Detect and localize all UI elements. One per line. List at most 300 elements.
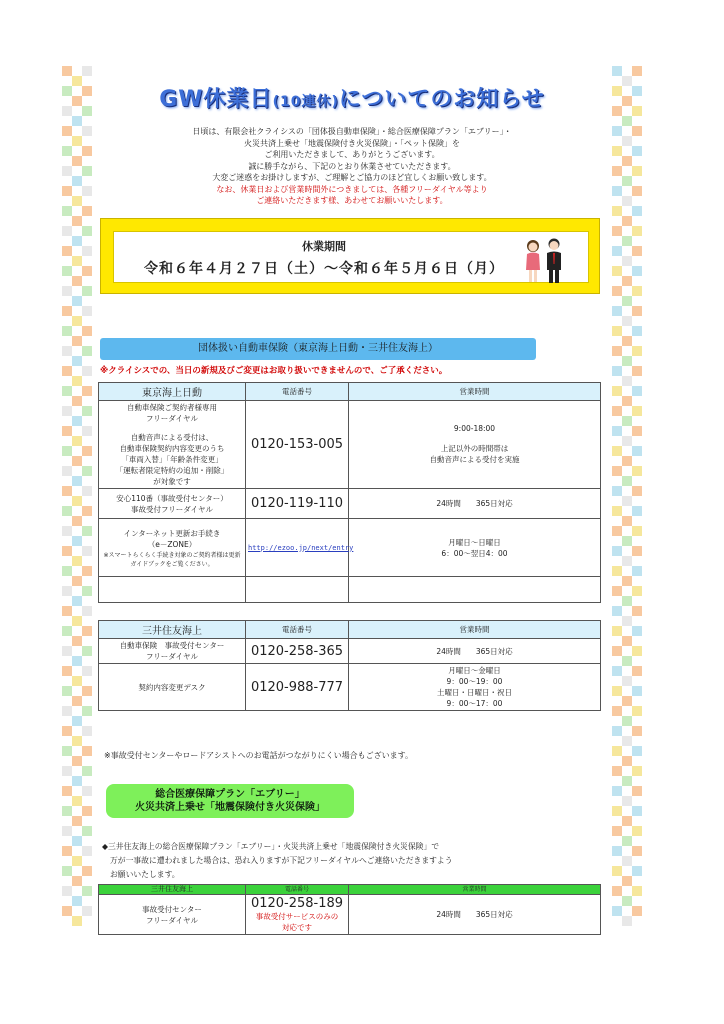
checker-cell	[72, 336, 82, 346]
checker-cell	[632, 506, 642, 516]
checker-cell	[632, 636, 642, 646]
checker-cell	[632, 116, 642, 126]
checker-cell	[632, 486, 642, 496]
checker-cell	[62, 776, 72, 786]
checker-cell	[622, 226, 632, 236]
checker-cell	[82, 86, 92, 96]
checker-cell	[622, 416, 632, 426]
checker-cell	[612, 496, 622, 506]
checker-cell	[622, 96, 632, 106]
checker-cell	[632, 736, 642, 746]
checker-cell	[82, 876, 92, 886]
checker-cell	[62, 336, 72, 346]
checker-cell	[612, 426, 622, 436]
checker-cell	[612, 676, 622, 686]
checker-cell	[72, 606, 82, 616]
checker-cell	[612, 666, 622, 676]
checker-cell	[62, 716, 72, 726]
checker-cell	[82, 756, 92, 766]
checker-cell	[72, 656, 82, 666]
checker-cell	[82, 516, 92, 526]
table-header-hours: 営業時間	[349, 885, 601, 895]
checker-cell	[632, 806, 642, 816]
checker-cell	[612, 796, 622, 806]
checker-cell	[632, 796, 642, 806]
service-name-cell	[99, 639, 246, 664]
checker-cell	[62, 246, 72, 256]
checker-cell	[612, 586, 622, 596]
checker-cell	[62, 486, 72, 496]
checker-cell	[632, 166, 642, 176]
checker-cell	[632, 466, 642, 476]
checker-cell	[62, 436, 72, 446]
checker-cell	[632, 296, 642, 306]
checker-cell	[72, 526, 82, 536]
checker-cell	[62, 666, 72, 676]
checker-cell	[82, 526, 92, 536]
checker-cell	[612, 176, 622, 186]
checker-cell	[62, 706, 72, 716]
hours-line: 9:00-18:00	[453, 424, 496, 433]
phone-number[interactable]: 0120-153-005	[246, 401, 349, 489]
phone-number[interactable]: 0120-258-189	[250, 896, 344, 911]
checker-cell	[82, 536, 92, 546]
checker-cell	[82, 396, 92, 406]
checker-cell	[612, 406, 622, 416]
checker-cell	[612, 436, 622, 446]
checker-cell	[62, 616, 72, 626]
checker-cell	[612, 826, 622, 836]
checker-cell	[622, 796, 632, 806]
checker-cell	[622, 896, 632, 906]
checker-cell	[622, 436, 632, 446]
checker-cell	[632, 656, 642, 666]
service-name-line: 事故受付フリーダイヤル	[131, 504, 213, 514]
checker-cell	[72, 826, 82, 836]
checker-cell	[82, 416, 92, 426]
checker-cell	[622, 146, 632, 156]
checker-cell	[62, 626, 72, 636]
phone-number[interactable]: 0120-119-110	[246, 489, 349, 519]
checker-cell	[82, 246, 92, 256]
checker-cell	[62, 906, 72, 916]
checker-cell	[72, 466, 82, 476]
checker-cell	[72, 626, 82, 636]
checker-cell	[632, 216, 642, 226]
checker-cell	[62, 106, 72, 116]
checker-cell	[62, 316, 72, 326]
checker-cell	[82, 476, 92, 486]
intro-line: 火災共済上乗せ「地震保険付き火災保険」・「ペット保険」を	[244, 138, 460, 148]
service-name-line: 事故受付センター	[142, 904, 202, 914]
checker-cell	[612, 866, 622, 876]
checker-cell	[612, 466, 622, 476]
service-name-line: 「運転者限定特約の追加・削除」	[115, 466, 229, 475]
checker-cell	[82, 196, 92, 206]
checker-cell	[72, 176, 82, 186]
checker-cell	[612, 296, 622, 306]
table-row	[99, 639, 601, 664]
checker-cell	[632, 896, 642, 906]
checker-cell	[622, 256, 632, 266]
checker-cell	[622, 336, 632, 346]
checker-cell	[612, 896, 622, 906]
checker-cell	[72, 216, 82, 226]
checker-cell	[612, 286, 622, 296]
checker-cell	[72, 576, 82, 586]
checker-cell	[632, 886, 642, 896]
checker-cell	[612, 126, 622, 136]
checker-cell	[82, 916, 92, 926]
checker-cell	[62, 406, 72, 416]
checker-cell	[62, 296, 72, 306]
checker-cell	[62, 886, 72, 896]
checker-cell	[632, 386, 642, 396]
checker-cell	[62, 196, 72, 206]
checker-cell	[622, 566, 632, 576]
checker-cell	[622, 536, 632, 546]
checker-cell	[82, 736, 92, 746]
checker-cell	[612, 536, 622, 546]
table-header-phone: 電話番号	[246, 383, 349, 401]
checker-cell	[622, 766, 632, 776]
checker-cell	[622, 616, 632, 626]
title-part-1: GW休業日	[159, 87, 273, 112]
checker-cell	[632, 566, 642, 576]
service-name-note: ※スマートらくらく手続き対象のご契約者様は更新ガイドブックをご覧ください。	[103, 551, 241, 568]
service-name-line: 自動音声による受付は、	[130, 433, 214, 442]
checker-cell	[62, 96, 72, 106]
title-part-2: (10連休)	[272, 94, 339, 110]
checker-cell	[612, 576, 622, 586]
checker-cell	[612, 376, 622, 386]
hours-line: 9：00～19：00	[446, 677, 503, 686]
checker-cell	[72, 876, 82, 886]
checker-cell	[632, 626, 642, 636]
checker-cell	[612, 276, 622, 286]
checker-cell	[632, 646, 642, 656]
holiday-date: 令和６年４月２７日（土）～令和６年５月６日（月）	[144, 261, 504, 277]
checker-cell	[632, 846, 642, 856]
checker-cell	[82, 856, 92, 866]
auto-warning: ※クライシスでの、当日の新規及びご変更はお取り扱いできませんので、ご了承ください。	[100, 366, 448, 376]
checker-cell	[612, 816, 622, 826]
checker-cell	[72, 666, 82, 676]
checker-cell	[612, 416, 622, 426]
checker-cell	[82, 806, 92, 816]
checker-cell	[82, 316, 92, 326]
checker-cell	[72, 806, 82, 816]
checker-cell	[82, 146, 92, 156]
checker-cell	[622, 486, 632, 496]
checker-cell	[622, 706, 632, 716]
checker-cell	[62, 346, 72, 356]
checker-cell	[72, 246, 82, 256]
checker-cell	[622, 736, 632, 746]
checker-cell	[612, 96, 622, 106]
service-name-line: 自動車保険契約内容変更のうち	[119, 444, 225, 453]
checker-cell	[622, 816, 632, 826]
checker-cell	[72, 506, 82, 516]
checker-cell	[72, 846, 82, 856]
checker-cell	[612, 506, 622, 516]
hours-line: 6：00～翌日4：00	[441, 548, 508, 558]
checker-cell	[82, 216, 92, 226]
checker-cell	[82, 896, 92, 906]
checker-cell	[82, 306, 92, 316]
checker-cell	[62, 726, 72, 736]
checker-cell	[622, 586, 632, 596]
checker-cell	[72, 906, 82, 916]
checker-cell	[72, 256, 82, 266]
checker-cell	[62, 846, 72, 856]
checker-cell	[632, 856, 642, 866]
hours-cell: 24時間 365日対応	[349, 489, 601, 519]
checker-cell	[612, 446, 622, 456]
service-name-line: が対象です	[153, 477, 191, 486]
checker-cell	[632, 866, 642, 876]
notice-page	[92, 66, 612, 932]
checker-cell	[632, 536, 642, 546]
checker-cell	[62, 866, 72, 876]
checker-cell	[622, 396, 632, 406]
checker-cell	[622, 286, 632, 296]
checker-cell	[72, 816, 82, 826]
checker-cell	[622, 156, 632, 166]
checker-cell	[72, 836, 82, 846]
checker-cell	[82, 836, 92, 846]
service-name-cell	[99, 401, 246, 489]
checker-cell	[612, 366, 622, 376]
checker-cell	[622, 246, 632, 256]
checker-cell	[72, 556, 82, 566]
holiday-label: 休業期間	[302, 240, 346, 253]
phone-number[interactable]: 0120-258-365	[246, 639, 349, 664]
phone-number[interactable]: 0120-988-777	[246, 664, 349, 711]
checker-cell	[622, 316, 632, 326]
checker-cell	[612, 596, 622, 606]
checker-cell	[632, 456, 642, 466]
hours-line: 9：00～17：00	[446, 699, 503, 708]
holiday-period-inner	[113, 231, 589, 283]
intro-line: ご利用いただきまして、ありがとうございます。	[264, 150, 440, 159]
checker-cell	[62, 146, 72, 156]
intro-red-line: なお、休業日および営業時間外につきましては、各種フリーダイヤル等より	[216, 184, 488, 194]
checker-cell	[632, 696, 642, 706]
checker-cell	[612, 516, 622, 526]
checker-cell	[622, 676, 632, 686]
checker-cell	[622, 506, 632, 516]
table-row	[99, 489, 601, 519]
checker-cell	[632, 346, 642, 356]
checker-cell	[72, 416, 82, 426]
checker-cell	[82, 506, 92, 516]
checker-cell	[632, 756, 642, 766]
checker-cell	[82, 656, 92, 666]
checker-cell	[612, 326, 622, 336]
checker-cell	[632, 336, 642, 346]
checker-cell	[622, 826, 632, 836]
checker-cell	[612, 336, 622, 346]
checker-cell	[612, 306, 622, 316]
checker-cell	[72, 196, 82, 206]
checker-cell	[72, 726, 82, 736]
checker-cell	[612, 766, 622, 776]
checker-cell	[82, 426, 92, 436]
checker-cell	[72, 76, 82, 86]
checker-cell	[82, 766, 92, 776]
checker-cell	[82, 776, 92, 786]
table-row	[99, 401, 601, 489]
checker-cell	[72, 676, 82, 686]
checker-cell	[62, 136, 72, 146]
checker-cell	[632, 176, 642, 186]
checker-cell	[632, 556, 642, 566]
checker-cell	[62, 786, 72, 796]
service-name-line: インターネット更新お手続き	[123, 528, 221, 538]
checker-cell	[622, 916, 632, 926]
table-header-hours: 営業時間	[349, 621, 601, 639]
checker-cell	[622, 856, 632, 866]
checker-cell	[622, 576, 632, 586]
checker-cell	[622, 126, 632, 136]
checker-cell	[632, 186, 642, 196]
hours-line: 月曜日～日曜日	[448, 537, 501, 547]
hours-line: 土曜日・日曜日・祝日	[437, 688, 512, 697]
checker-cell	[82, 686, 92, 696]
checker-cell	[622, 176, 632, 186]
checker-cell	[82, 436, 92, 446]
checker-cell	[632, 826, 642, 836]
checker-cell	[62, 606, 72, 616]
checker-cell	[612, 316, 622, 326]
checker-cell	[72, 686, 82, 696]
checker-cell	[632, 206, 642, 216]
checker-cell	[622, 216, 632, 226]
checker-cell	[82, 706, 92, 716]
checker-cell	[72, 146, 82, 156]
checker-cell	[612, 226, 622, 236]
checker-cell	[62, 226, 72, 236]
checker-cell	[612, 876, 622, 886]
checker-cell	[72, 546, 82, 556]
checker-cell	[632, 766, 642, 776]
checker-cell	[622, 236, 632, 246]
checker-cell	[82, 636, 92, 646]
checker-cell	[632, 746, 642, 756]
checker-cell	[82, 126, 92, 136]
checker-cell	[622, 836, 632, 846]
checker-cell	[622, 106, 632, 116]
checker-cell	[82, 586, 92, 596]
checker-cell	[62, 86, 72, 96]
checker-cell	[62, 76, 72, 86]
checker-cell	[632, 586, 642, 596]
checker-cell	[632, 106, 642, 116]
table-header-phone: 電話番号	[246, 885, 349, 895]
checker-cell	[622, 656, 632, 666]
checker-cell	[612, 526, 622, 536]
checker-cell	[612, 746, 622, 756]
hours-cell: 24時間 365日対応	[349, 895, 601, 935]
checker-cell	[62, 596, 72, 606]
checker-cell	[72, 306, 82, 316]
checker-cell	[632, 146, 642, 156]
checker-cell	[612, 106, 622, 116]
checker-cell	[632, 366, 642, 376]
checker-cell	[72, 866, 82, 876]
checker-cell	[72, 86, 82, 96]
checker-cell	[622, 366, 632, 376]
checker-cell	[622, 266, 632, 276]
medical-fire-section-header	[106, 784, 354, 818]
checker-cell	[622, 806, 632, 816]
checker-cell	[632, 476, 642, 486]
checker-cell	[612, 256, 622, 266]
checker-cell	[82, 186, 92, 196]
hours-line: 月曜日～金曜日	[448, 666, 501, 675]
mitsui-table	[98, 620, 601, 711]
checker-cell	[632, 666, 642, 676]
checker-cell	[622, 116, 632, 126]
checker-cell	[72, 316, 82, 326]
checker-cell	[612, 616, 622, 626]
checker-cell	[632, 266, 642, 276]
checker-cell	[72, 746, 82, 756]
checker-cell	[632, 376, 642, 386]
checker-cell	[82, 666, 92, 676]
checker-cell	[62, 326, 72, 336]
e-zone-link[interactable]: http://ezoo.jp/next/entry	[246, 519, 349, 577]
checker-cell	[632, 256, 642, 266]
checker-cell	[62, 156, 72, 166]
checker-cell	[72, 596, 82, 606]
checker-cell	[82, 566, 92, 576]
checker-cell	[82, 356, 92, 366]
checker-cell	[62, 566, 72, 576]
checker-cell	[72, 166, 82, 176]
checker-cell	[612, 76, 622, 86]
checker-cell	[622, 466, 632, 476]
checker-cell	[612, 886, 622, 896]
checker-cell	[622, 346, 632, 356]
checker-cell	[622, 646, 632, 656]
service-name-line: フリーダイヤル	[146, 915, 198, 925]
checker-cell	[612, 66, 622, 76]
checker-cell	[82, 466, 92, 476]
checker-cell	[62, 256, 72, 266]
phone-note: 対応です	[282, 923, 312, 932]
checker-cell	[632, 436, 642, 446]
checker-cell	[612, 456, 622, 466]
checker-cell	[72, 386, 82, 396]
checker-cell	[622, 746, 632, 756]
checker-cell	[632, 226, 642, 236]
hours-cell	[349, 519, 601, 577]
checker-cell	[612, 266, 622, 276]
checker-cell	[62, 506, 72, 516]
checker-cell	[82, 106, 92, 116]
service-name-line: 安心110番（事故受付センター）	[116, 493, 228, 503]
checker-cell	[72, 286, 82, 296]
checker-cell	[632, 916, 642, 926]
checker-cell	[612, 196, 622, 206]
checker-cell	[622, 596, 632, 606]
checker-cell	[612, 626, 622, 636]
checker-cell	[62, 546, 72, 556]
checker-cell	[612, 776, 622, 786]
checker-cell	[62, 446, 72, 456]
